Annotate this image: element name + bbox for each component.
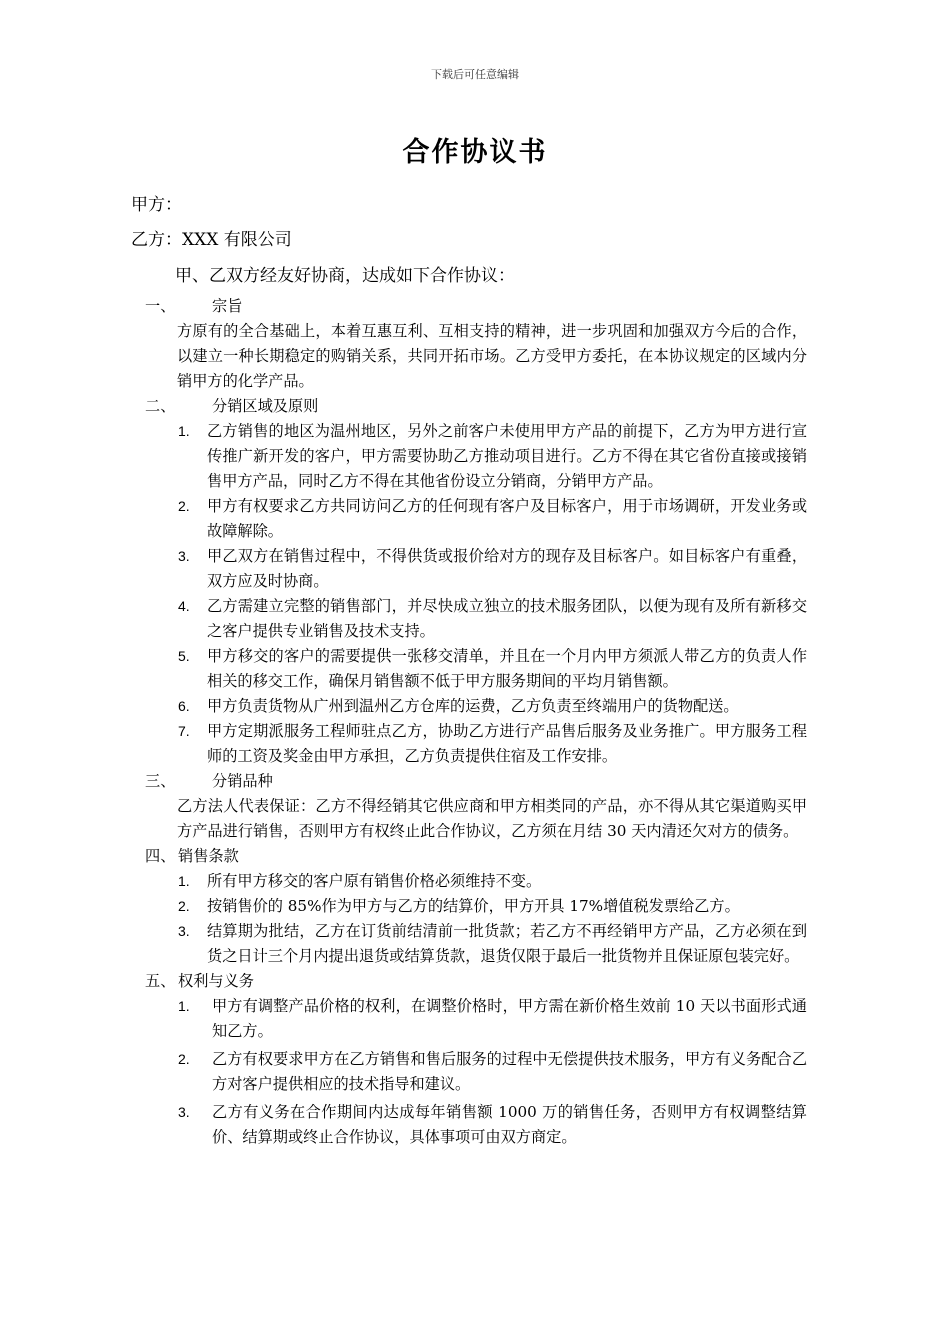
list-item [178,494,807,544]
list-item [178,894,807,919]
list-item [178,544,807,594]
list-item [178,994,807,1044]
item-number: 3. [178,923,190,939]
item-number: 4. [178,598,190,614]
section-title: 分销品种 [212,772,273,790]
item-text: 乙方有义务在合作期间内达成每年销售额 1000 万的销售任务，否则甲方有权调整结算价、结算期或终止合作协议，具体事项可由双方商定。 [212,1103,807,1146]
party-a-line: 甲方： [131,195,182,215]
section-paragraph: 方原有的全合基础上，本着互惠互利、互相支持的精神，进一步巩固和加强双方今后的合作，以建立一种长期稳定的购销关系，共同开拓市场。乙方受甲方委托，在本协议规定的区域内分销甲方的化学产品。 [177,322,807,390]
clause-list [0,419,950,769]
section-paragraph: 乙方法人代表保证：乙方不得经销其它供应商和甲方相类同的产品，亦不得从其它渠道购买甲方产品进行销售，否则甲方有权终止此合作协议，乙方须在月结 30 天内清还欠对方的债务。 [177,797,807,840]
section-number: 三、 [145,772,176,790]
item-number: 2. [178,1051,190,1067]
section-heading [0,394,950,419]
item-number: 1. [178,423,190,439]
list-item [178,719,807,769]
party-b-line: 乙方：XXX 有限公司 [131,230,292,250]
list-item [178,644,807,694]
clause-list [0,869,950,969]
list-item [178,694,807,719]
item-text: 甲方有调整产品价格的权利，在调整价格时，甲方需在新价格生效前 10 天以书面形式通知乙方。 [212,997,807,1040]
item-text: 乙方销售的地区为温州地区，另外之前客户未使用甲方产品的前提下，乙方为甲方进行宣传推广新开发的客户，甲方需要协助乙方推动项目进行。乙方不得在其它省份直接或接销售甲方产品，同时乙方不得在其他省份设立分销商，分销甲方产品。 [207,422,807,490]
section-number: 一、 [145,297,176,315]
section-heading [0,769,950,794]
list-item [178,1047,807,1097]
item-text: 所有甲方移交的客户原有销售价格必须维持不变。 [207,872,542,890]
item-number: 2. [178,498,190,514]
section-number: 二、 [145,397,176,415]
section-title: 宗旨 [212,297,243,315]
section-heading [0,844,950,869]
item-text: 按销售价的 85%作为甲方与乙方的结算价，甲方开具 17%增值税发票给乙方。 [207,897,740,915]
list-item [178,919,807,969]
list-item [178,869,807,894]
item-text: 甲方有权要求乙方共同访问乙方的任何现有客户及目标客户，用于市场调研，开发业务或故障解除。 [207,497,807,540]
item-text: 甲方定期派服务工程师驻点乙方，协助乙方进行产品售后服务及业务推广。甲方服务工程师的工资及奖金由甲方承担，乙方负责提供住宿及工作安排。 [207,722,807,765]
item-number: 7. [178,723,190,739]
item-number: 3. [178,1104,190,1120]
item-number: 2. [178,898,190,914]
list-item [178,1100,807,1150]
item-number: 5. [178,648,190,664]
section-title: 分销区域及原则 [212,397,319,415]
item-number: 1. [178,998,190,1014]
item-text: 甲方移交的客户的需要提供一张移交清单，并且在一个月内甲方须派人带乙方的负责人作相关的移交工作，确保月销售额不低于甲方服务期间的平均月销售额。 [207,647,807,690]
clause-list [0,994,950,1150]
item-text: 结算期为批结，乙方在订货前结清前一批货款；若乙方不再经销甲方产品，乙方必须在到货之日计三个月内提出退货或结算货款，退货仅限于最后一批货物并且保证原包装完好。 [207,922,807,965]
intro-paragraph: 甲、乙双方经友好协商，达成如下合作协议： [175,266,515,286]
list-item [178,594,807,644]
section-title: 权利与义务 [178,972,254,990]
item-text: 甲方负责货物从广州到温州乙方仓库的运费，乙方负责至终端用户的货物配送。 [207,697,739,715]
item-number: 3. [178,548,190,564]
list-item [178,419,807,494]
section-number: 四、 [145,847,176,865]
section-number: 五、 [145,972,176,990]
document-title: 合作协议书 [402,137,548,168]
agreement-body [0,294,950,1153]
section-heading [0,969,950,994]
item-text: 甲乙双方在销售过程中，不得供货或报价给对方的现存及目标客户。如目标客户有重叠，双方应及时协商。 [207,547,807,590]
item-text: 乙方有权要求甲方在乙方销售和售后服务的过程中无偿提供技术服务，甲方有义务配合乙方对客户提供相应的技术指导和建议。 [212,1050,807,1093]
item-number: 1. [178,873,190,889]
item-text: 乙方需建立完整的销售部门，并尽快成立独立的技术服务团队，以便为现有及所有新移交之客户提供专业销售及技术支持。 [207,597,807,640]
page-header: 下载后可任意编辑 [431,68,519,81]
section-heading [0,294,950,319]
section-title: 销售条款 [178,847,239,865]
item-number: 6. [178,698,190,714]
